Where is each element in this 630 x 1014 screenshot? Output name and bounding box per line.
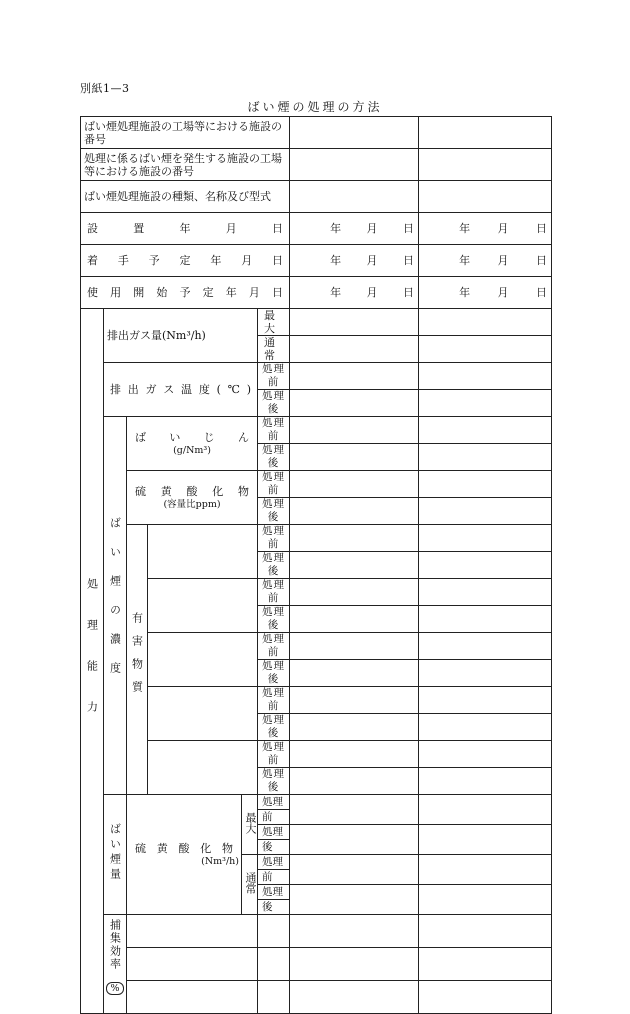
field-use-start-1[interactable]: 年月日 bbox=[290, 277, 419, 309]
label-before-a-max: 処理 bbox=[258, 795, 290, 810]
field-gas-volume-max-2[interactable] bbox=[419, 309, 552, 336]
label-before-b-max: 前 bbox=[258, 810, 290, 825]
field-facility-no-1[interactable] bbox=[290, 117, 419, 149]
field-harmful5-before-1[interactable] bbox=[290, 741, 419, 768]
harmful-name-1[interactable] bbox=[148, 525, 258, 579]
label-after-dust: 処理後 bbox=[258, 444, 290, 471]
field-efficiency-1-1[interactable] bbox=[290, 915, 419, 948]
row-facility-no bbox=[81, 117, 552, 149]
efficiency-label bbox=[104, 915, 127, 1014]
field-efficiency-1-2[interactable] bbox=[419, 915, 552, 948]
field-type-name-model-2[interactable] bbox=[419, 181, 552, 213]
field-temp-after-2[interactable] bbox=[419, 390, 552, 417]
field-sox-amount-normal-after-1[interactable] bbox=[290, 885, 419, 915]
field-efficiency-stage-2[interactable] bbox=[258, 948, 290, 981]
field-harmful4-before-1[interactable] bbox=[290, 687, 419, 714]
label-before-a-normal: 処理 bbox=[258, 855, 290, 870]
row-construction-start bbox=[81, 245, 552, 277]
harmful-name-4[interactable] bbox=[148, 687, 258, 741]
percent-text: % bbox=[106, 982, 124, 995]
field-sox-amount-max-before-1[interactable] bbox=[290, 795, 419, 825]
document-title: ばい煙の処理の方法 bbox=[247, 100, 383, 114]
label-max-2 bbox=[242, 795, 258, 855]
label-after-harmful-4: 処理後 bbox=[258, 714, 290, 741]
sox-amount-unit: (Nm³/h) bbox=[201, 855, 239, 867]
field-sox-amount-max-after-1[interactable] bbox=[290, 825, 419, 855]
harmful-name-2[interactable] bbox=[148, 579, 258, 633]
field-harmful3-before-2[interactable] bbox=[419, 633, 552, 660]
label-before-harmful-3: 処理前 bbox=[258, 633, 290, 660]
label-max-1: 最大 bbox=[258, 309, 290, 336]
label-construction-start: 着手予定年月日 bbox=[81, 245, 290, 277]
label-sox-amount bbox=[127, 795, 242, 915]
field-harmful5-before-2[interactable] bbox=[419, 741, 552, 768]
sox-amount-name: 硫黄酸化物 bbox=[135, 841, 233, 855]
sox-conc-name: 硫黄酸化物 bbox=[135, 484, 249, 498]
label-use-start: 使用開始予定年月日 bbox=[81, 277, 290, 309]
field-dust-before-1[interactable] bbox=[290, 417, 419, 444]
label-after-harmful-2: 処理後 bbox=[258, 606, 290, 633]
processing-capacity-label bbox=[81, 309, 104, 1014]
row-use-start bbox=[81, 277, 552, 309]
field-efficiency-name-2[interactable] bbox=[127, 948, 258, 981]
label-type-name-model: ばい煙処理施設の種類、名称及び型式 bbox=[81, 181, 290, 213]
processing-capacity-text: 処理能力 bbox=[85, 577, 99, 742]
row-install-date bbox=[81, 213, 552, 245]
row-source-facility-no bbox=[81, 149, 552, 181]
field-harmful3-before-1[interactable] bbox=[290, 633, 419, 660]
label-before-temp: 処理前 bbox=[258, 363, 290, 390]
harmful-label bbox=[127, 525, 148, 795]
label-before-dust: 処理前 bbox=[258, 417, 290, 444]
efficiency-text: 捕集効率 bbox=[108, 919, 122, 971]
field-efficiency-3-2[interactable] bbox=[419, 981, 552, 1014]
field-facility-no-2[interactable] bbox=[419, 117, 552, 149]
harmful-text: 有害物質 bbox=[130, 612, 144, 704]
label-facility-no: ばい煙処理施設の工場等における施設の番号 bbox=[81, 117, 290, 149]
field-efficiency-stage-1[interactable] bbox=[258, 915, 290, 948]
label-install-date: 設置年月日 bbox=[81, 213, 290, 245]
concentration-label bbox=[104, 417, 127, 795]
field-sox-amount-max-before-2[interactable] bbox=[419, 795, 552, 825]
sox-conc-unit: (容量比ppm) bbox=[163, 498, 221, 510]
field-temp-before-2[interactable] bbox=[419, 363, 552, 390]
field-sox-amount-normal-after-2[interactable] bbox=[419, 885, 552, 915]
field-harmful3-after-1[interactable] bbox=[290, 660, 419, 687]
label-normal-2 bbox=[242, 855, 258, 915]
field-harmful4-after-1[interactable] bbox=[290, 714, 419, 741]
field-sox-before-1[interactable] bbox=[290, 471, 419, 498]
label-after-harmful-5: 処理後 bbox=[258, 768, 290, 795]
field-harmful2-before-2[interactable] bbox=[419, 579, 552, 606]
field-harmful1-after-2[interactable] bbox=[419, 552, 552, 579]
field-source-facility-no-2[interactable] bbox=[419, 149, 552, 181]
max-2-text: 最大 bbox=[244, 812, 257, 834]
label-before-harmful-1: 処理前 bbox=[258, 525, 290, 552]
field-harmful1-before-2[interactable] bbox=[419, 525, 552, 552]
field-harmful4-after-2[interactable] bbox=[419, 714, 552, 741]
form-table bbox=[80, 116, 552, 1014]
label-after-harmful-3: 処理後 bbox=[258, 660, 290, 687]
field-gas-volume-normal-2[interactable] bbox=[419, 336, 552, 363]
field-efficiency-name-3[interactable] bbox=[127, 981, 258, 1014]
label-before-harmful-4: 処理前 bbox=[258, 687, 290, 714]
field-harmful2-after-1[interactable] bbox=[290, 606, 419, 633]
label-sox-conc bbox=[127, 471, 258, 525]
field-gas-volume-max-1[interactable] bbox=[290, 309, 419, 336]
normal-2-text: 通常 bbox=[244, 872, 257, 894]
harmful-name-5[interactable] bbox=[148, 741, 258, 795]
field-gas-volume-normal-1[interactable] bbox=[290, 336, 419, 363]
field-harmful1-after-1[interactable] bbox=[290, 552, 419, 579]
label-after-harmful-1: 処理後 bbox=[258, 552, 290, 579]
label-source-facility-no: 処理に係るばい煙を発生する施設の工場等における施設の番号 bbox=[81, 149, 290, 181]
label-after-b-max: 後 bbox=[258, 840, 290, 855]
label-before-sox: 処理前 bbox=[258, 471, 290, 498]
document-id: 別紙1—3 bbox=[80, 82, 130, 95]
row-type-name-model bbox=[81, 181, 552, 213]
emission-text: ばい煙量 bbox=[108, 823, 122, 883]
label-exhaust-gas-temp: 排出ガス温度(℃) bbox=[104, 363, 258, 417]
label-before-harmful-2: 処理前 bbox=[258, 579, 290, 606]
label-dust bbox=[127, 417, 258, 471]
field-efficiency-name-1[interactable] bbox=[127, 915, 258, 948]
field-construction-start-2[interactable]: 年月日 bbox=[419, 245, 552, 277]
field-harmful5-after-1[interactable] bbox=[290, 768, 419, 795]
concentration-text: ばい煙の濃度 bbox=[108, 517, 122, 691]
label-normal-1: 通常 bbox=[258, 336, 290, 363]
field-harmful2-after-2[interactable] bbox=[419, 606, 552, 633]
field-harmful5-after-2[interactable] bbox=[419, 768, 552, 795]
field-temp-before-1[interactable] bbox=[290, 363, 419, 390]
field-construction-start-1[interactable]: 年月日 bbox=[290, 245, 419, 277]
label-before-b-normal: 前 bbox=[258, 870, 290, 885]
field-sox-after-1[interactable] bbox=[290, 498, 419, 525]
field-install-date-1[interactable]: 年月日 bbox=[290, 213, 419, 245]
field-sox-amount-normal-before-1[interactable] bbox=[290, 855, 419, 885]
field-efficiency-3-1[interactable] bbox=[290, 981, 419, 1014]
percent-badge bbox=[106, 982, 124, 995]
field-sox-before-2[interactable] bbox=[419, 471, 552, 498]
field-source-facility-no-1[interactable] bbox=[290, 149, 419, 181]
label-after-sox: 処理後 bbox=[258, 498, 290, 525]
field-sox-amount-max-after-2[interactable] bbox=[419, 825, 552, 855]
field-temp-after-1[interactable] bbox=[290, 390, 419, 417]
label-after-temp: 処理後 bbox=[258, 390, 290, 417]
dust-name: ばいじん bbox=[135, 430, 249, 444]
field-sox-after-2[interactable] bbox=[419, 498, 552, 525]
field-harmful2-before-1[interactable] bbox=[290, 579, 419, 606]
field-install-date-2[interactable]: 年月日 bbox=[419, 213, 552, 245]
label-before-harmful-5: 処理前 bbox=[258, 741, 290, 768]
field-dust-after-2[interactable] bbox=[419, 444, 552, 471]
field-sox-amount-normal-before-2[interactable] bbox=[419, 855, 552, 885]
field-type-name-model-1[interactable] bbox=[290, 181, 419, 213]
harmful-name-3[interactable] bbox=[148, 633, 258, 687]
label-after-b-normal: 後 bbox=[258, 900, 290, 915]
field-harmful4-before-2[interactable] bbox=[419, 687, 552, 714]
field-dust-before-2[interactable] bbox=[419, 417, 552, 444]
field-efficiency-stage-3[interactable] bbox=[258, 981, 290, 1014]
field-harmful1-before-1[interactable] bbox=[290, 525, 419, 552]
field-harmful3-after-2[interactable] bbox=[419, 660, 552, 687]
field-dust-after-1[interactable] bbox=[290, 444, 419, 471]
field-efficiency-2-2[interactable] bbox=[419, 948, 552, 981]
label-after-a-max: 処理 bbox=[258, 825, 290, 840]
field-use-start-2[interactable]: 年月日 bbox=[419, 277, 552, 309]
label-exhaust-gas-volume: 排出ガス量(Nm³/h) bbox=[104, 309, 258, 363]
field-efficiency-2-1[interactable] bbox=[290, 948, 419, 981]
emission-label bbox=[104, 795, 127, 915]
dust-unit: (g/Nm³) bbox=[173, 444, 211, 456]
label-after-a-normal: 処理 bbox=[258, 885, 290, 900]
